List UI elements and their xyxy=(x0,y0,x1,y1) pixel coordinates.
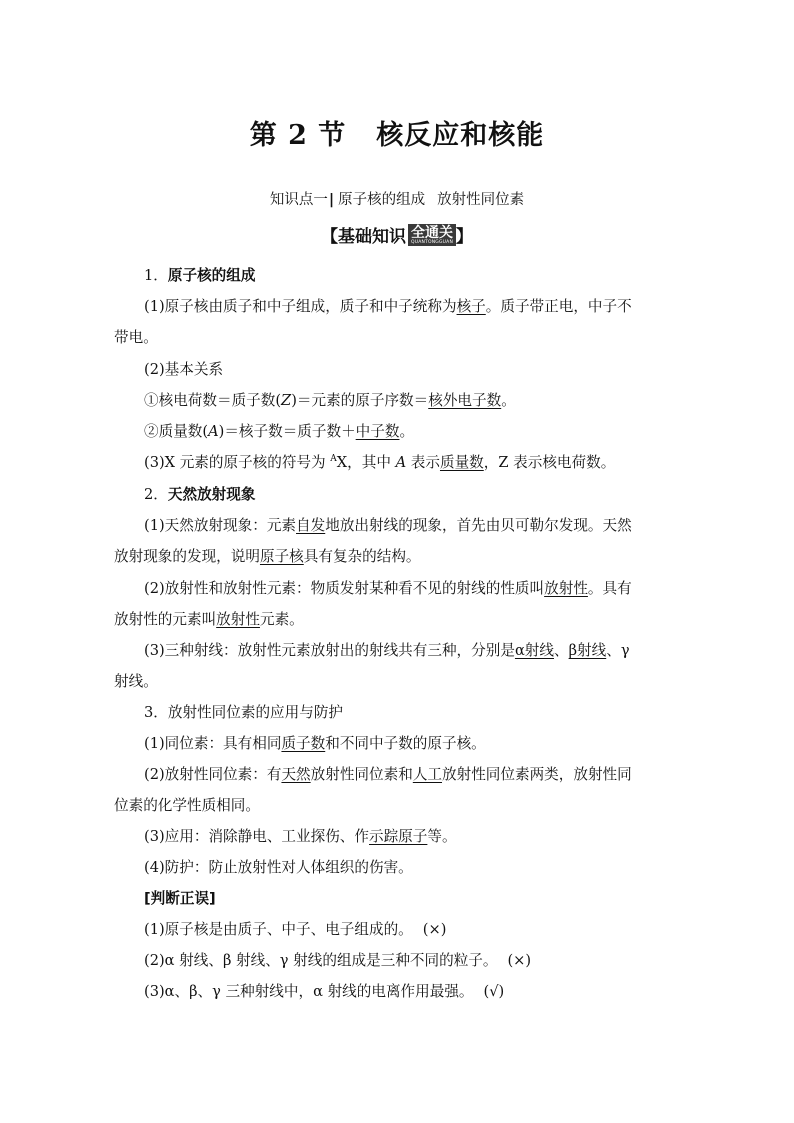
text: 、 xyxy=(553,642,569,659)
paragraph xyxy=(144,577,714,598)
section-name: 核反应和核能 xyxy=(376,120,545,151)
text: 地放出射线的现象，首先由贝可勒尔发现。天然 xyxy=(325,517,632,534)
judge-statement: (2)α 射线、β 射线、γ 射线的组成是三种不同的粒子。 xyxy=(144,952,498,969)
judge-item xyxy=(144,949,714,970)
answer-underlined: α射线 xyxy=(514,642,554,659)
judge-statement: (3)α、β、γ 三种射线中，α 射线的电离作用最强。 xyxy=(144,983,474,1000)
text: 放射现象的发现，说明 xyxy=(114,548,260,565)
text: ，其中 xyxy=(347,454,396,471)
variable: A xyxy=(208,423,219,440)
judge-mark: (√) xyxy=(483,983,505,1000)
knowledge-point-label: 知识点一 xyxy=(269,192,328,208)
banner-text: 】 xyxy=(456,227,474,247)
judge-statement: (1)原子核是由质子、中子、电子组成的。 xyxy=(144,921,413,938)
answer-underlined: 原子核 xyxy=(259,548,304,565)
paragraph xyxy=(144,451,714,472)
text: (4)防护：防止放射性对人体组织的伤害。 xyxy=(144,859,413,876)
judge-mark: (×) xyxy=(422,921,447,938)
text: 等。 xyxy=(427,828,457,845)
heading-number: 2． xyxy=(144,486,168,503)
paragraph-continuation xyxy=(114,545,684,566)
text: )＝元素的原子序数＝ xyxy=(291,392,429,409)
text: (3)X 元素的原子核的符号为 xyxy=(144,454,331,471)
text: 放射性同位素和 xyxy=(310,766,413,783)
paragraph xyxy=(144,420,714,441)
text: 。 xyxy=(399,423,415,440)
text: 带电。 xyxy=(114,329,158,346)
text: ②质量数( xyxy=(144,423,209,440)
banner-badge xyxy=(408,224,456,246)
text: 位素的化学性质相同。 xyxy=(114,797,260,814)
answer-underlined: 质量数 xyxy=(439,454,484,471)
heading-2 xyxy=(144,483,714,504)
answer-underlined: 质子数 xyxy=(281,735,326,752)
text: (1)同位素：具有相同 xyxy=(144,735,282,752)
knowledge-point-topic: 放射性同位素 xyxy=(437,192,525,208)
answer-underlined: 示踪原子 xyxy=(369,828,428,845)
text: 元素。 xyxy=(259,611,304,628)
paragraph xyxy=(144,358,714,379)
heading-1 xyxy=(144,264,714,285)
paragraph-continuation xyxy=(114,608,684,629)
answer-underlined: 核外电子数 xyxy=(428,392,502,409)
text: (1)天然放射现象：元素 xyxy=(144,517,297,534)
text: 。具有 xyxy=(587,580,632,597)
answer-underlined: 放射性 xyxy=(544,580,588,597)
text: ①核电荷数＝质子数( xyxy=(144,392,282,409)
knowledge-point-separator: | xyxy=(328,192,335,208)
knowledge-point-topic: 原子核的组成 xyxy=(338,192,426,208)
badge-subtext: QUANTONGGUAN xyxy=(410,240,454,245)
heading-3 xyxy=(144,701,714,722)
judge-mark: (×) xyxy=(507,952,532,969)
paragraph xyxy=(144,389,714,410)
heading-number: 1． xyxy=(144,267,168,284)
text: )＝核子数＝质子数＋ xyxy=(218,423,356,440)
paragraph xyxy=(144,825,714,846)
text: (3)应用：消除静电、工业探伤、作 xyxy=(144,828,369,845)
paragraph xyxy=(144,856,714,877)
heading-text: 3．放射性同位素的应用与防护 xyxy=(144,704,344,721)
text: 射线。 xyxy=(114,673,158,690)
badge-text: 全通关 xyxy=(411,225,453,241)
paragraph xyxy=(144,763,714,784)
variable: A xyxy=(395,454,407,471)
basics-banner xyxy=(0,222,794,248)
text: 。 xyxy=(501,392,516,409)
nuclide-superscript: A xyxy=(330,454,337,464)
heading-text: 天然放射现象 xyxy=(167,486,256,503)
paragraph-continuation xyxy=(114,326,684,347)
text: 和不同中子数的原子核。 xyxy=(325,735,486,752)
answer-underlined: 人工 xyxy=(412,766,443,783)
text: 放射性的元素叫 xyxy=(114,611,217,628)
section-title xyxy=(0,113,794,152)
paragraph-continuation xyxy=(114,794,684,815)
section-number: 第 2 节 xyxy=(249,120,347,151)
text: (2)基本关系 xyxy=(144,361,224,378)
variable: Z xyxy=(281,392,292,409)
answer-underlined: β射线 xyxy=(568,642,607,659)
text: 、γ xyxy=(606,642,630,659)
text: 表示 xyxy=(406,454,440,471)
answer-underlined: 中子数 xyxy=(355,423,400,440)
judge-label: [判断正误] xyxy=(144,890,216,907)
answer-underlined: 自发 xyxy=(296,517,326,534)
banner-text: 【基础知识 xyxy=(320,227,406,247)
judge-item xyxy=(144,980,714,1001)
text: (2)放射性和放射性元素：物质发射某种看不见的射线的性质叫 xyxy=(144,580,545,597)
paragraph xyxy=(144,514,714,535)
answer-underlined: 天然 xyxy=(281,766,311,783)
knowledge-point-header xyxy=(0,188,794,209)
judge-item xyxy=(144,918,714,939)
text: ，Z 表示核电荷数。 xyxy=(483,454,616,471)
nuclide-symbol: X xyxy=(336,454,348,471)
paragraph xyxy=(144,639,714,660)
text: (3)三种射线：放射性元素放射出的射线共有三种，分别是 xyxy=(144,642,515,659)
text: 具有复杂的结构。 xyxy=(303,548,421,565)
paragraph xyxy=(144,732,714,753)
judge-heading xyxy=(144,887,714,908)
answer-underlined: 核子 xyxy=(456,298,486,315)
text: (1)原子核由质子和中子组成，质子和中子统称为 xyxy=(144,298,457,315)
text: 。质子带正电，中子不 xyxy=(485,298,632,315)
paragraph-continuation xyxy=(114,670,684,691)
text: (2)放射性同位素：有 xyxy=(144,766,282,783)
answer-underlined: 放射性 xyxy=(216,611,260,628)
heading-text: 原子核的组成 xyxy=(167,267,256,284)
paragraph xyxy=(144,295,714,316)
text: 放射性同位素两类，放射性同 xyxy=(442,766,632,783)
